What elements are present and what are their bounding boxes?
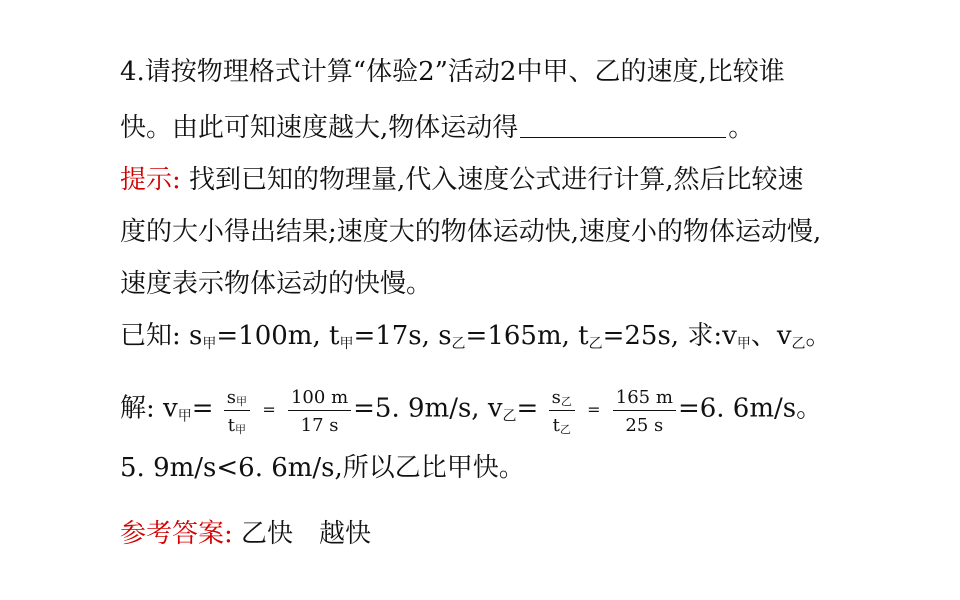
var-t: t xyxy=(578,321,589,351)
solution-label: 解: xyxy=(120,393,155,424)
sub-jia: 甲 xyxy=(235,423,247,436)
frac-denominator: 17 s xyxy=(300,415,339,436)
sub-yi: 乙 xyxy=(560,395,572,408)
hint-line-2: 度的大小得出结果;速度大的物体运动快,速度小的物体运动慢, xyxy=(120,217,822,247)
question-line-2 xyxy=(120,112,754,144)
known-label: 已知: xyxy=(120,321,181,351)
sub-yi: 乙 xyxy=(502,408,517,425)
frac-numerator: 165 m xyxy=(613,386,676,411)
t-jia-value: =17s, xyxy=(353,321,430,351)
frac-denominator xyxy=(549,411,575,441)
frac-denominator: 25 s xyxy=(625,415,664,436)
answer-label: 参考答案: xyxy=(120,519,233,549)
sub-jia: 甲 xyxy=(339,336,354,352)
s-jia-value: =100m, xyxy=(216,321,321,351)
var-t: t xyxy=(552,415,560,436)
result-jia: =5. 9m/s, xyxy=(353,393,480,424)
solution-line xyxy=(120,382,822,437)
sub-yi: 乙 xyxy=(791,336,806,352)
frac-numerator: 100 m xyxy=(288,386,351,411)
hint-text-1: 找到已知的物理量,代入速度公式进行计算,然后比较速 xyxy=(189,165,804,195)
hint-line-3: 速度表示物体运动的快慢。 xyxy=(120,269,433,299)
period: 。 xyxy=(805,321,832,351)
sub-yi: 乙 xyxy=(559,423,571,436)
equals-small: = xyxy=(262,399,276,419)
answer-text: 乙快 越快 xyxy=(241,519,372,549)
var-v: v xyxy=(163,393,178,424)
sub-jia: 甲 xyxy=(202,336,217,352)
known-line xyxy=(120,320,832,352)
frac-numerator xyxy=(224,386,250,411)
sub-yi: 乙 xyxy=(451,336,466,352)
sub-jia: 甲 xyxy=(236,395,248,408)
var-v: v xyxy=(776,321,792,351)
fraction-100-over-17 xyxy=(288,386,351,441)
equals-small: = xyxy=(587,399,601,419)
compare-line: 5. 9m/s<6. 6m/s,所以乙比甲快。 xyxy=(120,453,525,483)
var-s: s xyxy=(226,387,237,408)
answer-blank xyxy=(520,113,726,138)
var-t: t xyxy=(328,321,340,351)
t-yi-value: =25s, xyxy=(602,321,680,351)
equals: = xyxy=(191,393,214,424)
separator: 、 xyxy=(750,321,777,351)
sub-yi: 乙 xyxy=(588,336,603,352)
var-t: t xyxy=(227,415,236,436)
question-line-1: 4.请按物理格式计算“体验2”活动2中甲、乙的速度,比较谁 xyxy=(120,57,785,87)
equals: = xyxy=(516,393,539,424)
question-end: 。 xyxy=(728,113,755,143)
var-v: v xyxy=(487,393,503,424)
var-s: s xyxy=(438,321,452,351)
fraction-165-over-25 xyxy=(613,386,676,441)
sub-jia: 甲 xyxy=(177,408,192,425)
fraction-s-over-t-jia xyxy=(224,386,250,441)
sub-jia: 甲 xyxy=(736,336,751,352)
hint-line-1 xyxy=(120,164,804,196)
question-text: 快。由此可知速度越大,物体运动得 xyxy=(120,113,519,143)
var-v: v xyxy=(722,321,737,351)
var-s: s xyxy=(189,321,203,351)
var-s: s xyxy=(551,387,561,408)
s-yi-value: =165m, xyxy=(465,321,570,351)
ask-label: 求: xyxy=(687,321,723,351)
frac-numerator xyxy=(549,386,575,411)
hint-label: 提示: xyxy=(120,165,181,195)
fraction-s-over-t-yi xyxy=(549,386,575,441)
answer-line xyxy=(120,518,371,550)
result-yi: =6. 6m/s。 xyxy=(677,393,823,424)
frac-denominator xyxy=(224,411,250,441)
